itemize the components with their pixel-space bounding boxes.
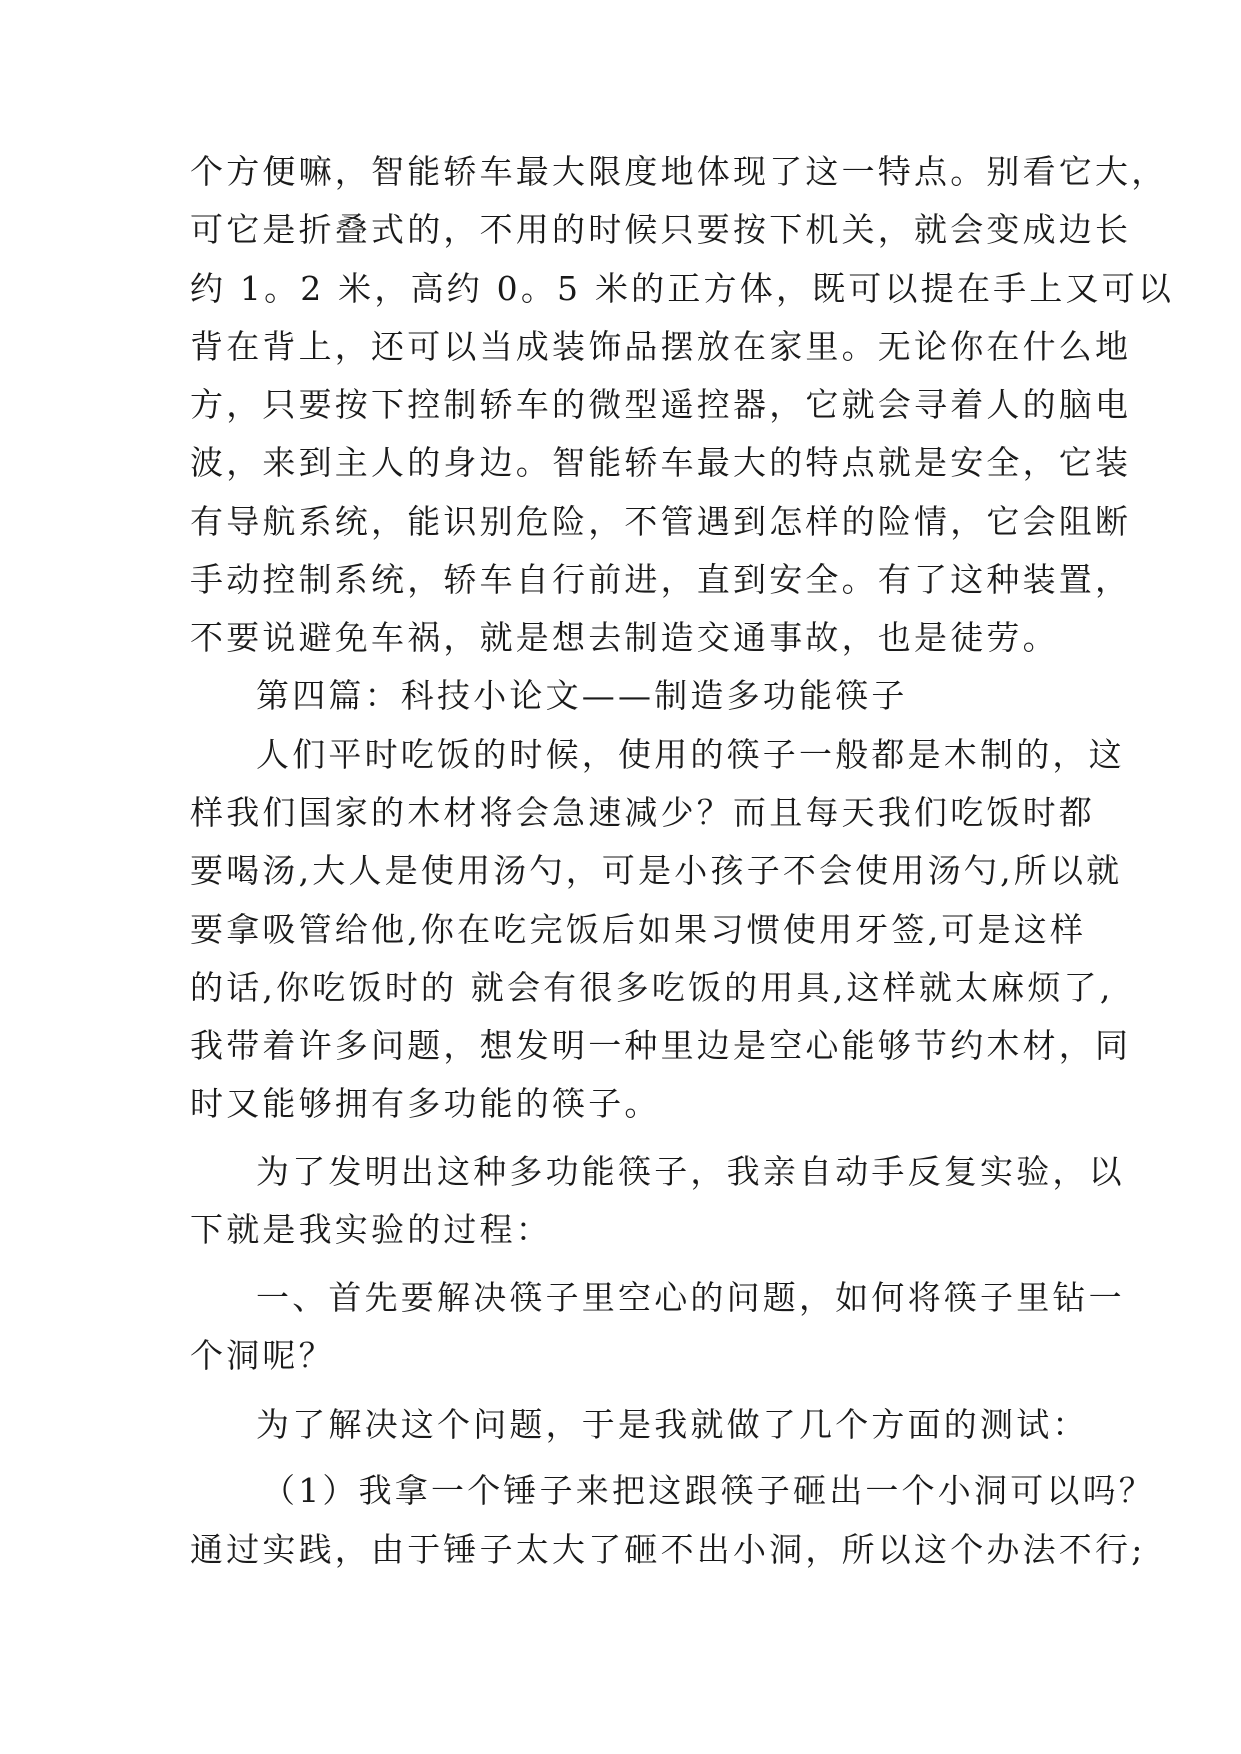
text-line: 要拿吸管给他,你在吃完饭后如果习惯使用牙签,可是这样 bbox=[190, 910, 1087, 949]
text-line: 一、首先要解决筷子里空心的问题，如何将筷子里钻一 bbox=[256, 1278, 1125, 1317]
section-heading: 第四篇：科技小论文——制造多功能筷子 bbox=[256, 676, 908, 715]
text-line: （1）我拿一个锤子来把这跟筷子砸出一个小洞可以吗？ bbox=[262, 1471, 1155, 1510]
text-line: 样我们国家的木材将会急速减少？而且每天我们吃饭时都 bbox=[190, 793, 1095, 832]
text-line: 为了解决这个问题，于是我就做了几个方面的测试： bbox=[256, 1405, 1089, 1444]
text-line: 波，来到主人的身边。智能轿车最大的特点就是安全，它装 bbox=[190, 443, 1132, 482]
text-line: 不要说避免车祸，就是想去制造交通事故，也是徒劳。 bbox=[190, 618, 1059, 657]
text-line: 方，只要按下控制轿车的微型遥控器，它就会寻着人的脑电 bbox=[190, 385, 1132, 424]
text-line: 为了发明出这种多功能筷子，我亲自动手反复实验，以 bbox=[256, 1152, 1125, 1191]
text-line: 可它是折叠式的，不用的时候只要按下机关，就会变成边长 bbox=[190, 210, 1132, 249]
text-line: 约 1。2 米，高约 0。5 米的正方体，既可以提在手上又可以 bbox=[190, 269, 1175, 308]
text-line: 下就是我实验的过程： bbox=[190, 1210, 552, 1249]
text-line: 我带着许多问题，想发明一种里边是空心能够节约木材，同 bbox=[190, 1026, 1132, 1065]
text-line: 手动控制系统，轿车自行前进，直到安全。有了这种装置， bbox=[190, 560, 1132, 599]
text-line: 要喝汤,大人是使用汤勺，可是小孩子不会使用汤勺,所以就 bbox=[190, 851, 1123, 890]
text-line: 通过实践，由于锤子太大了砸不出小洞，所以这个办法不行; bbox=[190, 1530, 1146, 1569]
text-line: 个方便嘛，智能轿车最大限度地体现了这一特点。别看它大， bbox=[190, 152, 1168, 191]
text-line: 时又能够拥有多功能的筷子。 bbox=[190, 1084, 661, 1123]
text-line: 个洞呢？ bbox=[190, 1336, 335, 1375]
text-line: 有导航系统，能识别危险，不管遇到怎样的险情，它会阻断 bbox=[190, 502, 1132, 541]
text-line: 背在背上，还可以当成装饰品摆放在家里。无论你在什么地 bbox=[190, 327, 1132, 366]
text-line: 人们平时吃饭的时候，使用的筷子一般都是木制的，这 bbox=[256, 735, 1125, 774]
text-line: 的话,你吃饭时的 就会有很多吃饭的用具,这样就太麻烦了, bbox=[190, 968, 1114, 1007]
